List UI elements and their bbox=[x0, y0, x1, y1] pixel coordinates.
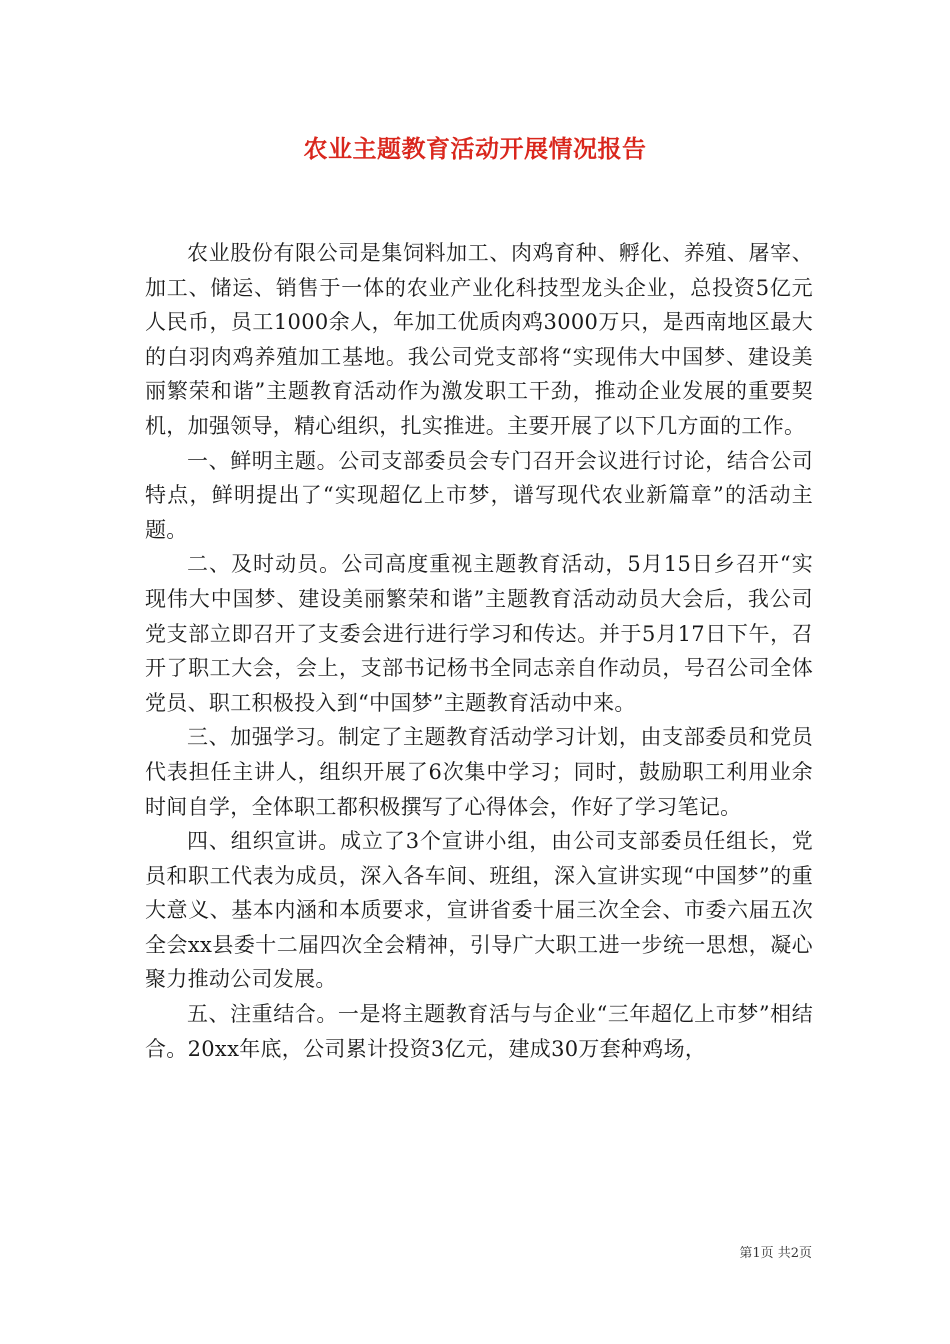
paragraph-section-1: 一、鲜明主题。公司支部委员会专门召开会议进行讨论，结合公司特点，鲜明提出了“实现超亿上市梦，谱写现代农业新篇章”的活动主题。 bbox=[145, 448, 813, 542]
paragraph-section-2: 二、及时动员。公司高度重视主题教育活动，5月15日乡召开“实现伟大中国梦、建设美丽繁荣和谐”主题教育活动动员大会后，我公司党支部立即召开了支委会进行进行学习和传达。并于5月17日下午，召开了职工大会，会上，支部书记杨书全同志亲自作动员，号召公司全体党员、职工积极投入到“中国梦”主题教育活动中来。 bbox=[145, 552, 813, 715]
paragraph-section-5: 五、注重结合。一是将主题教育活与与企业“三年超亿上市梦”相结合。20xx年底，公司累计投资3亿元，建成30万套种鸡场， bbox=[145, 1002, 813, 1061]
page-number-footer: 第1页 共2页 bbox=[739, 1246, 812, 1261]
paragraph-section-3: 三、加强学习。制定了主题教育活动学习计划，由支部委员和党员代表担任主讲人，组织开展了6次集中学习；同时，鼓励职工利用业余时间自学，全体职工都积极撰写了心得体会，作好了学习笔记。 bbox=[145, 725, 813, 819]
paragraph-section-4: 四、组织宣讲。成立了3个宣讲小组，由公司支部委员任组长，党员和职工代表为成员，深入各车间、班组，深入宣讲实现“中国梦”的重大意义、基本内涵和本质要求，宣讲省委十届三次全会、市委六届五次全会xx县委十二届四次全会精神，引导广大职工进一步统一思想，凝心聚力推动公司发展。 bbox=[145, 829, 813, 992]
document-title: 农业主题教育活动开展情况报告 bbox=[303, 134, 647, 163]
paragraph-intro: 农业股份有限公司是集饲料加工、肉鸡育种、孵化、养殖、屠宰、加工、储运、销售于一体的农业产业化科技型龙头企业，总投资5亿元人民币，员工1000余人，年加工优质肉鸡3000万只，是西南地区最大的白羽肉鸡养殖加工基地。我公司党支部将“实现伟大中国梦、建设美丽繁荣和谐”主题教育活动作为激发职工干劲，推动企业发展的重要契机，加强领导，精心组织，扎实推进。主要开展了以下几方面的工作。 bbox=[145, 241, 813, 438]
document-body bbox=[145, 236, 813, 1066]
